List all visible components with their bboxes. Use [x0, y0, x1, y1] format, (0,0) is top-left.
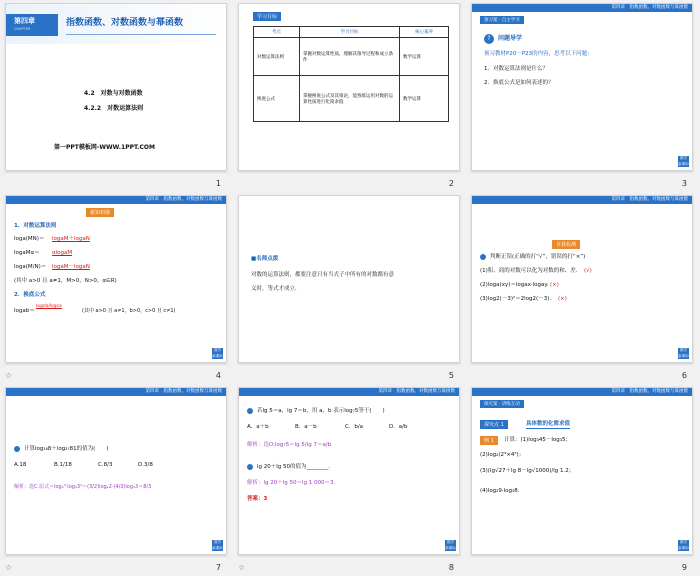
bullet-icon	[14, 446, 20, 452]
table-cell: 对数运算法则	[254, 38, 300, 76]
answer-1: (√)	[584, 268, 592, 274]
table-header: 学习目标	[300, 27, 400, 38]
option-b: B．a－b	[295, 424, 317, 430]
option-d: D．a/b	[389, 424, 408, 430]
brand-logo: 数学 新课标	[678, 156, 689, 166]
bullet-icon	[247, 464, 253, 470]
formula-4-conditions: (其中 a>0 且 a≠1，b>0，c>0 且 c≠1)	[82, 308, 176, 314]
slide-header-bar	[472, 388, 693, 396]
formula-1-right: logaM＋logaN	[52, 236, 90, 242]
question: 计算log₁₆8＋log₂₇81的值为( )	[24, 446, 109, 452]
page-number: 7	[215, 563, 221, 572]
option-c: C.8/3	[98, 462, 113, 468]
slide-cell-5[interactable]	[233, 192, 466, 384]
slide-header-bar	[472, 196, 693, 204]
table-cell: 掌握换底公式及其推论，能熟练运用对数的运算性质进行化简求值	[300, 76, 400, 122]
page-number: 3	[681, 179, 687, 188]
page-number: 4	[215, 371, 221, 380]
part-2: (2)log₂(2³×4⁵)；	[480, 452, 525, 458]
slide-header-bar	[6, 196, 227, 204]
chapter-label: 第四章	[14, 17, 35, 25]
item-3: (3)log2(－3)²＝2log2(－3).	[480, 296, 552, 302]
formula-4-left: logab＝	[14, 308, 35, 314]
section-line-1: 4.2 对数与对数函数	[84, 90, 143, 97]
site-credit: 第一PPT模板网-WWW.1PPT.COM	[54, 144, 155, 151]
title-underline	[66, 34, 216, 35]
item-1: (1)积、商的对数可以化为对数的和、差.	[480, 268, 578, 274]
slide-thumbnail-8[interactable]	[238, 387, 460, 555]
tip-heading: ■名师点拨	[251, 256, 279, 262]
question-1: 若lg 5＝a，lg 7＝b，用 a，b 表示log₇5等于( )	[257, 408, 385, 414]
page-number: 2	[448, 179, 454, 188]
question-icon: ?	[484, 34, 494, 44]
brand-logo: 数学 新课标	[678, 348, 689, 358]
page-number: 1	[215, 179, 221, 188]
slide-thumbnail-9[interactable]	[471, 387, 693, 555]
item-2: (2)loga(xy)＝logax·logay.	[480, 282, 549, 288]
option-c: C．b/a	[345, 424, 364, 430]
slide-cell-1[interactable]	[0, 0, 233, 192]
formula-1-left: loga(MN)＝	[14, 236, 45, 242]
option-a: A．a＋b	[247, 424, 269, 430]
chapter-sub: CHAPTER	[14, 27, 31, 31]
solution: 解析：选C.原式＝log₂³·log₃3⁴＝(3/2)log₂2·(4/3)log₃3＝8/3	[14, 484, 152, 490]
example-lead: 计算：(1)log₃45－log₃5；	[504, 437, 571, 443]
slide-cell-9[interactable]	[466, 384, 699, 576]
slide-cell-3[interactable]	[466, 0, 699, 192]
point-title: 具体数的化简求值	[526, 421, 571, 427]
table-header: 核心素养	[400, 27, 449, 38]
slide-thumbnail-2[interactable]	[238, 3, 460, 171]
chapter-title: 指数函数、对数函数与幂函数	[66, 18, 184, 28]
page-number: 6	[681, 371, 687, 380]
formula-2-left: logaMα＝	[14, 250, 40, 256]
header-text: 第四章 指数函数、对数函数与幂函数	[145, 389, 222, 394]
tip-body-1: 对数的运算法则，都要注意只有当式子中所有的对数都有意	[251, 272, 395, 278]
lead-text: 判断正误(正确的打“√”，错误的打“×”)	[490, 254, 586, 260]
table-header: 考点	[254, 27, 300, 38]
slide-cell-2[interactable]	[233, 0, 466, 192]
slide-cell-6[interactable]	[466, 192, 699, 384]
slide-thumbnail-5[interactable]	[238, 195, 460, 363]
point-label: 探究点 1	[480, 420, 508, 429]
question-1: 1．对数运算法则是什么？	[484, 66, 549, 72]
tip-body-2: 义时，等式才成立.	[251, 286, 297, 292]
slide-cell-4[interactable]	[0, 192, 233, 384]
bullet-icon	[480, 254, 486, 260]
slide-thumbnail-7[interactable]	[5, 387, 227, 555]
solution-1: 解析：选D.log₇5＝lg 5/lg 7＝a/b	[247, 442, 332, 448]
star-marker: ☆	[5, 371, 13, 380]
section-tag: 探究案 · 讲练互动	[480, 400, 524, 408]
question-2: 2．换底公式是如何表述的？	[484, 80, 554, 86]
page-number: 8	[448, 563, 454, 572]
section-badge: 学习目标	[253, 12, 281, 21]
option-a: A.18	[14, 462, 27, 468]
subheading-1: 1．对数运算法则	[14, 223, 57, 229]
slide-cell-8[interactable]	[233, 384, 466, 576]
slide-thumbnail-3[interactable]	[471, 3, 693, 171]
header-text: 第四章 指数函数、对数函数与幂函数	[611, 389, 688, 394]
bullet-icon	[247, 408, 253, 414]
table-cell: 数学运算	[400, 38, 449, 76]
header-text: 第四章 指数函数、对数函数与幂函数	[611, 197, 688, 202]
slide-thumbnail-4[interactable]	[5, 195, 227, 363]
option-d: D.3/8	[138, 462, 153, 468]
slide-cell-7[interactable]	[0, 384, 233, 576]
conditions: (其中 a>0 且 a≠1，M>0，N>0，α∈R)	[14, 278, 117, 284]
section-badge: 新知初探	[86, 208, 114, 217]
section-tag: 预习案 · 自主学习	[480, 16, 524, 24]
brand-logo: 数学 新课标	[212, 348, 223, 358]
star-marker: ☆	[5, 563, 13, 572]
star-marker: ☆	[238, 563, 246, 572]
formula-2-right: αlogaM	[52, 250, 73, 256]
formula-3-right: logaM－logaN	[52, 264, 90, 270]
table-cell: 数学运算	[400, 76, 449, 122]
slide-thumbnail-1[interactable]	[5, 3, 227, 171]
header-text: 第四章 指数函数、对数函数与幂函数	[378, 389, 455, 394]
header-text: 第四章 指数函数、对数函数与幂函数	[611, 5, 688, 10]
formula-4-right: logcb/logca	[36, 304, 62, 309]
heading: 问题导学	[498, 35, 523, 42]
page-number: 5	[448, 371, 454, 380]
part-3: (3)(lg√27＋lg 8－lg√1000)/lg 1.2；	[480, 468, 575, 474]
part-4: (4)log₂9·log₃8.	[480, 488, 520, 494]
brand-logo: 数学 新课标	[212, 540, 223, 550]
slide-header-bar	[6, 388, 227, 396]
question-2: lg 20＋lg 50的值为________.	[257, 464, 331, 470]
example-label: 例 1	[480, 436, 498, 445]
solution-2: 解析：lg 20＋lg 50＝lg 1 000＝3.	[247, 480, 336, 486]
option-b: B.1/18	[54, 462, 72, 468]
section-line-2: 4.2.2 对数运算法则	[84, 105, 144, 112]
slide-header-bar	[472, 4, 693, 12]
header-text: 第四章 指数函数、对数函数与幂函数	[145, 197, 222, 202]
answer-3: (×)	[558, 296, 567, 302]
page-number: 9	[681, 563, 687, 572]
goals-table	[253, 26, 449, 122]
formula-3-left: loga(M/N)＝	[14, 264, 47, 270]
table-cell: 换底公式	[254, 76, 300, 122]
subheading-2: 2．换底公式	[14, 292, 46, 298]
intro: 预习教材P20－P23的内容，思考以下问题：	[484, 51, 593, 57]
slide-thumbnail-6[interactable]	[471, 195, 693, 363]
section-badge: 自我检测	[552, 240, 580, 249]
chapter-block	[6, 14, 58, 36]
answer: 答案：3	[247, 496, 268, 502]
brand-logo: 数学 新课标	[678, 540, 689, 550]
answer-2: (×)	[550, 282, 559, 288]
table-cell: 掌握对数运算性质，理解其推导过程和成立条件	[300, 38, 400, 76]
brand-logo: 数学 新课标	[445, 540, 456, 550]
slide-header-bar	[239, 388, 460, 396]
